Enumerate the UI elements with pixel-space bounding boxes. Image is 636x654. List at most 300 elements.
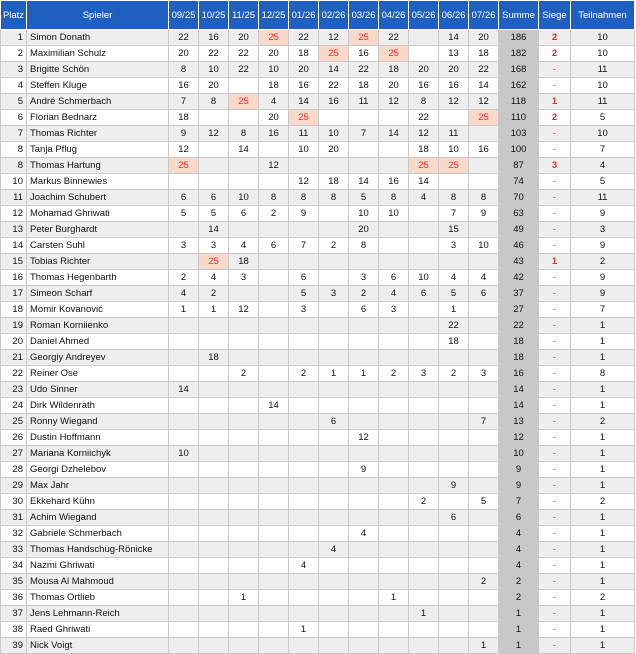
- table-row: [1, 350, 635, 366]
- month-score-cell: [289, 382, 319, 398]
- participations-cell: 5: [571, 174, 635, 190]
- month-score-cell: [469, 430, 499, 446]
- column-header: Spieler: [27, 1, 169, 30]
- participations-cell: 7: [571, 302, 635, 318]
- month-score-cell: [439, 110, 469, 126]
- month-score-cell: [409, 30, 439, 46]
- month-score-cell: [259, 590, 289, 606]
- month-score-cell: 7: [349, 126, 379, 142]
- table-row: [1, 318, 635, 334]
- table-row: [1, 494, 635, 510]
- month-score-cell: [439, 174, 469, 190]
- wins-cell: -: [539, 398, 571, 414]
- month-score-cell: [229, 222, 259, 238]
- wins-cell: -: [539, 286, 571, 302]
- player-name-cell: Tanja Pflug: [27, 142, 169, 158]
- month-score-cell: 22: [229, 62, 259, 78]
- rank-cell: 36: [1, 590, 27, 606]
- rank-cell: 5: [1, 94, 27, 110]
- month-score-cell: [439, 350, 469, 366]
- table-row: [1, 334, 635, 350]
- month-score-cell: [199, 494, 229, 510]
- wins-cell: -: [539, 382, 571, 398]
- participations-cell: 1: [571, 398, 635, 414]
- player-name-cell: Carsten Suhl: [27, 238, 169, 254]
- month-score-cell: [259, 318, 289, 334]
- month-score-cell: [469, 318, 499, 334]
- player-name-cell: Ronny Wiegand: [27, 414, 169, 430]
- month-score-cell: [229, 350, 259, 366]
- month-score-cell: 6: [439, 510, 469, 526]
- month-score-cell: [289, 526, 319, 542]
- rank-cell: 26: [1, 430, 27, 446]
- participations-cell: 1: [571, 462, 635, 478]
- month-score-cell: 18: [229, 254, 259, 270]
- month-score-cell: [379, 606, 409, 622]
- player-name-cell: Nick Voigt: [27, 638, 169, 654]
- month-score-cell: [319, 526, 349, 542]
- month-score-cell: 25: [229, 94, 259, 110]
- wins-cell: -: [539, 510, 571, 526]
- month-score-cell: 9: [169, 126, 199, 142]
- month-score-cell: 6: [409, 286, 439, 302]
- month-score-cell: [169, 222, 199, 238]
- month-score-cell: 4: [349, 526, 379, 542]
- month-score-cell: [259, 334, 289, 350]
- month-score-cell: 25: [469, 110, 499, 126]
- player-name-cell: Thomas Hegenbarth: [27, 270, 169, 286]
- month-score-cell: [379, 158, 409, 174]
- month-score-cell: [409, 622, 439, 638]
- wins-cell: -: [539, 590, 571, 606]
- month-score-cell: [289, 638, 319, 654]
- month-score-cell: [379, 382, 409, 398]
- table-row: [1, 30, 635, 46]
- player-name-cell: Georgi Dzhelebov: [27, 462, 169, 478]
- month-score-cell: [469, 158, 499, 174]
- month-score-cell: 8: [469, 190, 499, 206]
- month-score-cell: [169, 526, 199, 542]
- month-score-cell: 14: [409, 174, 439, 190]
- month-score-cell: [409, 334, 439, 350]
- month-score-cell: 20: [469, 30, 499, 46]
- month-score-cell: [229, 526, 259, 542]
- month-score-cell: [229, 414, 259, 430]
- month-score-cell: 1: [319, 366, 349, 382]
- month-score-cell: [259, 558, 289, 574]
- column-header: Siege: [539, 1, 571, 30]
- table-row: [1, 126, 635, 142]
- month-score-cell: [229, 478, 259, 494]
- rank-cell: 34: [1, 558, 27, 574]
- month-score-cell: [439, 574, 469, 590]
- month-score-cell: [289, 606, 319, 622]
- player-name-cell: André Schmerbach: [27, 94, 169, 110]
- month-score-cell: [469, 254, 499, 270]
- month-score-cell: 12: [379, 94, 409, 110]
- month-score-cell: [409, 526, 439, 542]
- month-score-cell: [259, 526, 289, 542]
- wins-cell: -: [539, 270, 571, 286]
- rank-cell: 16: [1, 270, 27, 286]
- participations-cell: 1: [571, 350, 635, 366]
- month-score-cell: [319, 158, 349, 174]
- month-score-cell: 20: [169, 46, 199, 62]
- rank-cell: 18: [1, 302, 27, 318]
- month-score-cell: 4: [409, 190, 439, 206]
- player-name-cell: Dirk Wildenrath: [27, 398, 169, 414]
- month-score-cell: 16: [379, 174, 409, 190]
- participations-cell: 1: [571, 382, 635, 398]
- month-score-cell: 4: [469, 270, 499, 286]
- column-header: Teilnahmen: [571, 1, 635, 30]
- month-score-cell: [409, 542, 439, 558]
- rank-cell: 30: [1, 494, 27, 510]
- month-score-cell: 14: [229, 142, 259, 158]
- month-score-cell: 2: [289, 366, 319, 382]
- month-score-cell: [289, 478, 319, 494]
- wins-cell: -: [539, 622, 571, 638]
- wins-cell: 2: [539, 110, 571, 126]
- table-row: [1, 174, 635, 190]
- month-score-cell: [319, 510, 349, 526]
- column-header: 10/25: [199, 1, 229, 30]
- month-score-cell: [229, 286, 259, 302]
- month-score-cell: [469, 590, 499, 606]
- month-score-cell: 3: [169, 238, 199, 254]
- sum-cell: 16: [499, 366, 539, 382]
- rank-cell: 32: [1, 526, 27, 542]
- month-score-cell: 16: [169, 78, 199, 94]
- rank-cell: 25: [1, 414, 27, 430]
- month-score-cell: [319, 382, 349, 398]
- month-score-cell: [469, 398, 499, 414]
- month-score-cell: 25: [289, 110, 319, 126]
- wins-cell: -: [539, 126, 571, 142]
- month-score-cell: 9: [349, 462, 379, 478]
- player-name-cell: Brigitte Schön: [27, 62, 169, 78]
- month-score-cell: 20: [439, 62, 469, 78]
- month-score-cell: 12: [469, 94, 499, 110]
- sum-cell: 46: [499, 238, 539, 254]
- month-score-cell: [379, 574, 409, 590]
- month-score-cell: 22: [229, 46, 259, 62]
- month-score-cell: 11: [349, 94, 379, 110]
- player-name-cell: Thomas Handschug-Rönicke: [27, 542, 169, 558]
- month-score-cell: 6: [379, 270, 409, 286]
- month-score-cell: [319, 574, 349, 590]
- month-score-cell: [259, 462, 289, 478]
- rank-cell: 35: [1, 574, 27, 590]
- month-score-cell: [319, 606, 349, 622]
- month-score-cell: [439, 494, 469, 510]
- month-score-cell: [409, 574, 439, 590]
- month-score-cell: [349, 590, 379, 606]
- month-score-cell: [169, 366, 199, 382]
- month-score-cell: [319, 110, 349, 126]
- month-score-cell: 25: [259, 30, 289, 46]
- month-score-cell: [229, 78, 259, 94]
- sum-cell: 4: [499, 526, 539, 542]
- month-score-cell: 4: [259, 94, 289, 110]
- sum-cell: 1: [499, 622, 539, 638]
- month-score-cell: [379, 542, 409, 558]
- month-score-cell: [409, 414, 439, 430]
- rank-cell: 8: [1, 158, 27, 174]
- month-score-cell: [259, 606, 289, 622]
- month-score-cell: [379, 462, 409, 478]
- wins-cell: -: [539, 494, 571, 510]
- month-score-cell: 3: [469, 366, 499, 382]
- month-score-cell: [319, 206, 349, 222]
- player-name-cell: Mohamad Ghriwati: [27, 206, 169, 222]
- month-score-cell: [349, 606, 379, 622]
- month-score-cell: [229, 382, 259, 398]
- month-score-cell: [379, 622, 409, 638]
- table-row: [1, 142, 635, 158]
- wins-cell: -: [539, 350, 571, 366]
- month-score-cell: 5: [439, 286, 469, 302]
- month-score-cell: [439, 382, 469, 398]
- month-score-cell: [469, 478, 499, 494]
- month-score-cell: [259, 414, 289, 430]
- month-score-cell: [469, 446, 499, 462]
- month-score-cell: [469, 222, 499, 238]
- month-score-cell: 1: [199, 302, 229, 318]
- month-score-cell: [289, 542, 319, 558]
- column-header: 04/26: [379, 1, 409, 30]
- month-score-cell: 7: [289, 238, 319, 254]
- participations-cell: 1: [571, 510, 635, 526]
- participations-cell: 3: [571, 222, 635, 238]
- month-score-cell: 20: [229, 30, 259, 46]
- table-row: [1, 302, 635, 318]
- participations-cell: 4: [571, 158, 635, 174]
- month-score-cell: [259, 510, 289, 526]
- month-score-cell: [259, 350, 289, 366]
- table-row: [1, 590, 635, 606]
- month-score-cell: [319, 462, 349, 478]
- table-row: [1, 158, 635, 174]
- month-score-cell: [229, 318, 259, 334]
- month-score-cell: [439, 542, 469, 558]
- participations-cell: 9: [571, 270, 635, 286]
- month-score-cell: [409, 638, 439, 654]
- month-score-cell: [259, 286, 289, 302]
- rank-cell: 11: [1, 190, 27, 206]
- month-score-cell: 11: [439, 126, 469, 142]
- month-score-cell: [409, 558, 439, 574]
- table-row: [1, 62, 635, 78]
- month-score-cell: [409, 590, 439, 606]
- month-score-cell: [229, 622, 259, 638]
- month-score-cell: 16: [469, 142, 499, 158]
- month-score-cell: [349, 622, 379, 638]
- player-name-cell: Joachim Schubert: [27, 190, 169, 206]
- month-score-cell: [319, 478, 349, 494]
- month-score-cell: [469, 334, 499, 350]
- month-score-cell: 6: [259, 238, 289, 254]
- month-score-cell: [199, 590, 229, 606]
- month-score-cell: [409, 382, 439, 398]
- month-score-cell: 2: [409, 494, 439, 510]
- sum-cell: 22: [499, 318, 539, 334]
- wins-cell: 2: [539, 30, 571, 46]
- wins-cell: 1: [539, 254, 571, 270]
- month-score-cell: [289, 350, 319, 366]
- month-score-cell: 3: [229, 270, 259, 286]
- column-header: 02/26: [319, 1, 349, 30]
- month-score-cell: [319, 430, 349, 446]
- month-score-cell: [409, 350, 439, 366]
- month-score-cell: [169, 430, 199, 446]
- month-score-cell: 16: [259, 126, 289, 142]
- sum-cell: 4: [499, 542, 539, 558]
- month-score-cell: 18: [409, 142, 439, 158]
- month-score-cell: [439, 622, 469, 638]
- month-score-cell: [439, 254, 469, 270]
- month-score-cell: [469, 606, 499, 622]
- month-score-cell: [349, 542, 379, 558]
- month-score-cell: 9: [289, 206, 319, 222]
- month-score-cell: 6: [469, 286, 499, 302]
- month-score-cell: 4: [229, 238, 259, 254]
- month-score-cell: [289, 590, 319, 606]
- player-name-cell: Maximilian Schulz: [27, 46, 169, 62]
- month-score-cell: [469, 542, 499, 558]
- table-row: [1, 414, 635, 430]
- wins-cell: -: [539, 574, 571, 590]
- month-score-cell: [229, 558, 259, 574]
- participations-cell: 2: [571, 254, 635, 270]
- month-score-cell: 12: [349, 430, 379, 446]
- month-score-cell: 4: [439, 270, 469, 286]
- rank-cell: 7: [1, 126, 27, 142]
- participations-cell: 10: [571, 30, 635, 46]
- month-score-cell: 20: [379, 78, 409, 94]
- month-score-cell: [259, 446, 289, 462]
- month-score-cell: [379, 478, 409, 494]
- player-name-cell: Tobias Richter: [27, 254, 169, 270]
- player-name-cell: Daniel Ahmed: [27, 334, 169, 350]
- table-row: [1, 558, 635, 574]
- sum-cell: 43: [499, 254, 539, 270]
- column-header: 05/26: [409, 1, 439, 30]
- month-score-cell: 5: [289, 286, 319, 302]
- participations-cell: 1: [571, 430, 635, 446]
- rank-cell: 14: [1, 238, 27, 254]
- player-name-cell: Thomas Richter: [27, 126, 169, 142]
- month-score-cell: 20: [409, 62, 439, 78]
- month-score-cell: [469, 558, 499, 574]
- month-score-cell: 2: [199, 286, 229, 302]
- player-name-cell: Achim Wiegand: [27, 510, 169, 526]
- table-row: [1, 622, 635, 638]
- month-score-cell: [379, 494, 409, 510]
- player-name-cell: Mariana Korniichyk: [27, 446, 169, 462]
- month-score-cell: [349, 574, 379, 590]
- month-score-cell: 18: [319, 174, 349, 190]
- sum-cell: 87: [499, 158, 539, 174]
- month-score-cell: [319, 270, 349, 286]
- month-score-cell: 16: [319, 94, 349, 110]
- month-score-cell: 22: [439, 318, 469, 334]
- month-score-cell: 8: [349, 238, 379, 254]
- wins-cell: -: [539, 414, 571, 430]
- month-score-cell: 20: [259, 110, 289, 126]
- month-score-cell: [319, 254, 349, 270]
- month-score-cell: [349, 638, 379, 654]
- rank-cell: 31: [1, 510, 27, 526]
- month-score-cell: [349, 446, 379, 462]
- month-score-cell: 10: [469, 238, 499, 254]
- month-score-cell: [199, 142, 229, 158]
- table-row: [1, 638, 635, 654]
- month-score-cell: 18: [259, 78, 289, 94]
- month-score-cell: [289, 574, 319, 590]
- month-score-cell: 22: [349, 62, 379, 78]
- month-score-cell: 6: [169, 190, 199, 206]
- month-score-cell: [379, 318, 409, 334]
- month-score-cell: 10: [319, 126, 349, 142]
- wins-cell: -: [539, 446, 571, 462]
- sum-cell: 4: [499, 558, 539, 574]
- month-score-cell: 11: [289, 126, 319, 142]
- participations-cell: 9: [571, 238, 635, 254]
- player-name-cell: Simeon Scharf: [27, 286, 169, 302]
- month-score-cell: [319, 494, 349, 510]
- month-score-cell: [379, 446, 409, 462]
- month-score-cell: [199, 638, 229, 654]
- month-score-cell: 10: [439, 142, 469, 158]
- participations-cell: 2: [571, 414, 635, 430]
- month-score-cell: 16: [439, 78, 469, 94]
- month-score-cell: 18: [379, 62, 409, 78]
- wins-cell: -: [539, 174, 571, 190]
- wins-cell: -: [539, 78, 571, 94]
- month-score-cell: [349, 350, 379, 366]
- participations-cell: 11: [571, 62, 635, 78]
- month-score-cell: 1: [379, 590, 409, 606]
- rank-cell: 15: [1, 254, 27, 270]
- month-score-cell: [409, 478, 439, 494]
- rank-cell: 33: [1, 542, 27, 558]
- month-score-cell: [259, 270, 289, 286]
- month-score-cell: [379, 638, 409, 654]
- month-score-cell: [169, 462, 199, 478]
- rank-cell: 22: [1, 366, 27, 382]
- month-score-cell: 3: [409, 366, 439, 382]
- month-score-cell: 14: [469, 78, 499, 94]
- player-name-cell: Georgiy Andreyev: [27, 350, 169, 366]
- player-name-cell: Raed Ghriwati: [27, 622, 169, 638]
- month-score-cell: [229, 606, 259, 622]
- player-name-cell: Steffen Kluge: [27, 78, 169, 94]
- participations-cell: 9: [571, 286, 635, 302]
- sum-cell: 1: [499, 638, 539, 654]
- month-score-cell: [169, 414, 199, 430]
- month-score-cell: [349, 414, 379, 430]
- sum-cell: 182: [499, 46, 539, 62]
- month-score-cell: [229, 334, 259, 350]
- month-score-cell: 5: [469, 494, 499, 510]
- month-score-cell: 1: [469, 638, 499, 654]
- month-score-cell: 10: [379, 206, 409, 222]
- month-score-cell: [259, 174, 289, 190]
- month-score-cell: [199, 622, 229, 638]
- month-score-cell: 8: [409, 94, 439, 110]
- table-row: [1, 238, 635, 254]
